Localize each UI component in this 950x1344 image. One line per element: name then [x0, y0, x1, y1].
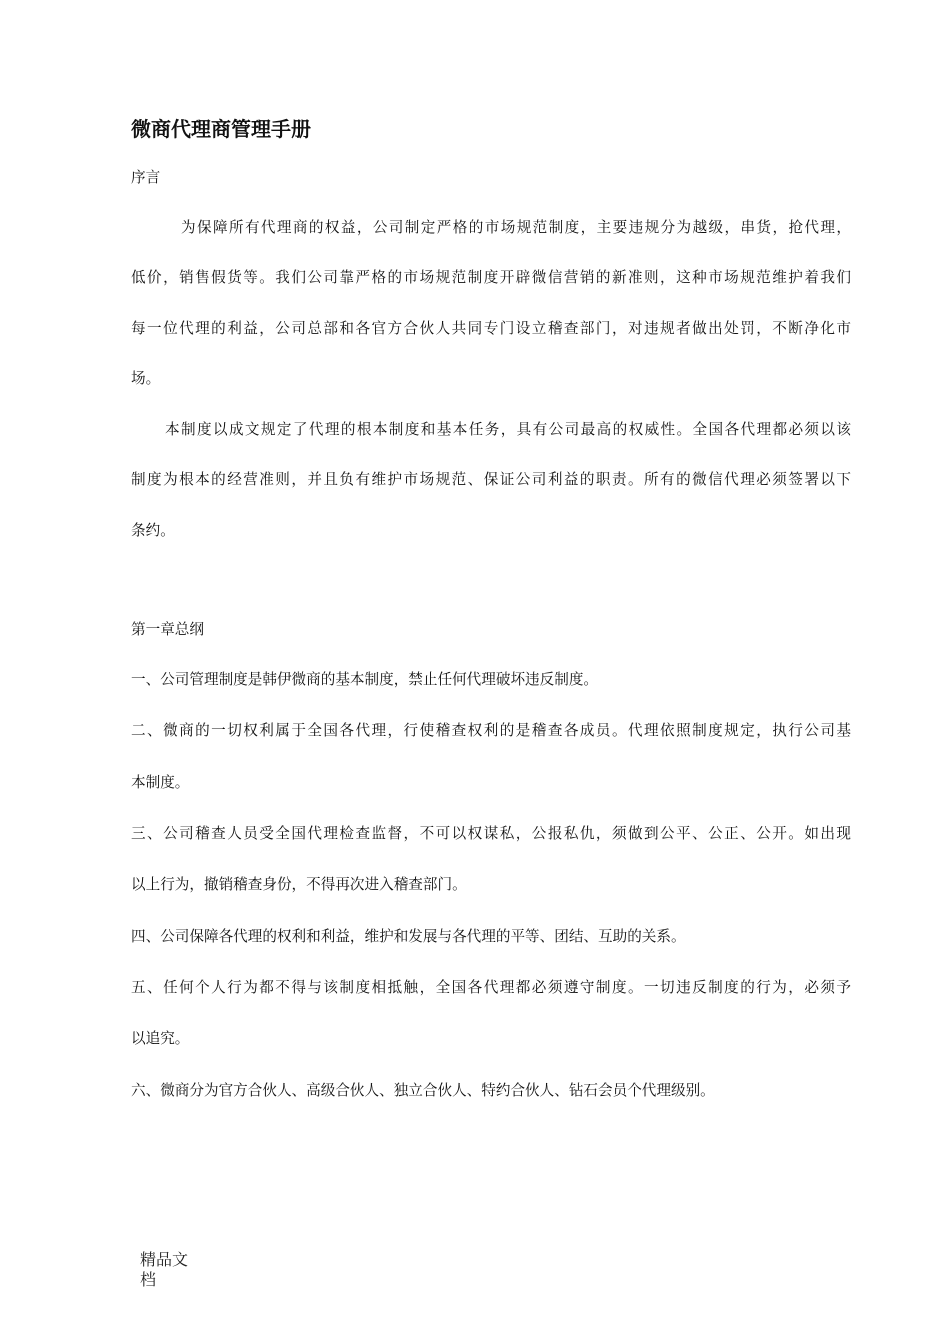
document-title: 微商代理商管理手册 — [131, 117, 311, 141]
preface-heading: 序言 — [131, 169, 161, 186]
preface-p1-line-4: 场。 — [131, 370, 161, 387]
chapter1-line-4: 三、公司稽查人员受全国代理检查监督，不可以权谋私，公报私仇，须做到公平、公正、公开。如出现 — [131, 825, 851, 842]
preface-p2-line-1: 本制度以成文规定了代理的根本制度和基本任务，具有公司最高的权威性。全国各代理都必须以该 — [165, 421, 851, 438]
preface-p1-line-1: 为保障所有代理商的权益，公司制定严格的市场规范制度，主要违规分为越级，串货，抢代理， — [181, 219, 851, 236]
preface-p1-line-3: 每一位代理的利益，公司总部和各官方合伙人共同专门设立稽查部门，对违规者做出处罚，不断净化市 — [131, 320, 851, 337]
chapter1-line-5: 以上行为，撤销稽查身份，不得再次进入稽查部门。 — [131, 876, 467, 893]
preface-p2-line-3: 条约。 — [131, 522, 175, 539]
chapter1-line-6: 四、公司保障各代理的权利和利益，维护和发展与各代理的平等、团结、互助的关系。 — [131, 928, 686, 945]
chapter1-line-3: 本制度。 — [131, 774, 190, 791]
chapter1-line-9: 六、微商分为官方合伙人、高级合伙人、独立合伙人、特约合伙人、钻石会员个代理级别。 — [131, 1082, 715, 1099]
preface-p2-line-2: 制度为根本的经营准则，并且负有维护市场规范、保证公司利益的职责。所有的微信代理必须签署以下 — [131, 471, 851, 488]
chapter1-line-1: 一、公司管理制度是韩伊微商的基本制度，禁止任何代理破坏违反制度。 — [131, 671, 599, 688]
footer-watermark-line-1: 精品文 — [140, 1250, 189, 1269]
chapter1-heading: 第一章总纲 — [131, 621, 204, 638]
chapter1-line-8: 以追究。 — [131, 1030, 190, 1047]
chapter1-line-2: 二、微商的一切权利属于全国各代理，行使稽查权利的是稽查各成员。代理依照制度规定，执行公司基 — [131, 722, 851, 739]
chapter1-line-7: 五、任何个人行为都不得与该制度相抵触，全国各代理都必须遵守制度。一切违反制度的行为，必须予 — [131, 979, 851, 996]
preface-p1-line-2: 低价，销售假货等。我们公司靠严格的市场规范制度开辟微信营销的新准则，这种市场规范维护着我们 — [131, 269, 851, 286]
footer-watermark-line-2: 档 — [140, 1270, 157, 1289]
footer-watermark — [140, 1250, 200, 1290]
